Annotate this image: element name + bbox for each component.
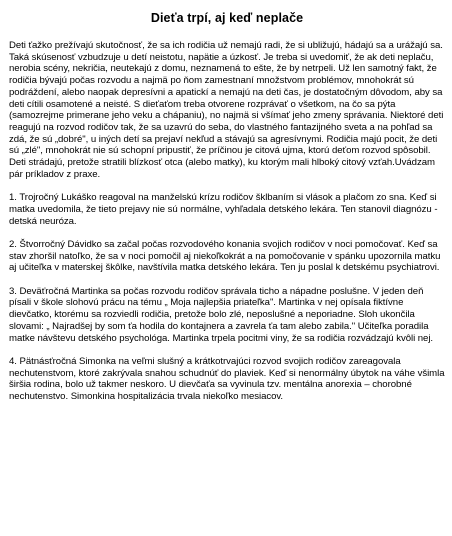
case-paragraph-1: 1. Trojročný Lukáško reagoval na manželskú krízu rodičov šklbaním si vlások a plačom zo sna. Keď si matka uvedomila, že tieto prejavy nie sú normálne, vyhľadala detského lekára. Ten stanovil diagnózu - detská neuróza. (9, 192, 438, 227)
article-title: Dieťa trpí, aj keď neplače (150, 11, 304, 25)
case-paragraph-4: 4. Pätnásťročná Simonka na veľmi slušný a krátkotrvajúci rozvod svojich rodičov zareagovala nechutenstvom, ktoré zakrývala snahou schudnúť do plaviek. Keď si nenormálny úbytok na váhe všimla širšia rodina, bolo už takmer neskoro. U dievčaťa sa vyvinula tzv. mentálna anorexia – chorobné nechutenstvo. Simonkina hospitalizácia trvala niekoľko mesiacov. (9, 355, 445, 403)
case-paragraph-3: 3. Deväťročná Martinka sa počas rozvodu rodičov správala ticho a nápadne poslušne. V jeden deň písali v škole slohovú prácu na tému „ Moja najlepšia priateľka". Martinka v nej opísala fiktívne dievčatko, ktorému sa rozviedli rodičia, pretože bolo zlé, neposlušné a neporiadne. Sloh ukončila slovami: „ Najradšej by som ťa hodila do kontajnera a zavrela ťa tam alebo zabila." Učiteľka poradila matke návštevu detského psychológa. Martinka trpela pocitmi viny, že sa rodičia rozvádzajú kvôli nej. (9, 285, 434, 344)
article-body (9, 40, 445, 403)
intro-paragraph: Deti ťažko prežívajú skutočnosť, že sa ich rodičia už nemajú radi, že si ubližujú, hádajú sa a urážajú sa. Taká skúsenosť vzbudzuje u detí neistotu, napätie a úzkosť. Je treba si uvedomiť, že ak deti neplaču, nerobia scény, nekričia, neutekajú z domu, neznamená to ešte, že by netrpeli. Už len samotný fakt, že rodičia bývajú počas rozvodu a najmä po ňom zamestnaní množstvom problémov, mnohokrát sú podráždení, alebo naopak depresívni a apatickí a nemajú na deti čas, je dostatočným dôvodom, aby sa deti cítili osamotené a neisté. S dieťaťom treba otvorene rozprávať o všetkom, na čo sa pýta (samozrejme primerane jeho veku a chápaniu), no najmä si všímať jeho zmeny správania. Niektoré deti reagujú na rozvod rodičov tak, že sa uzavrú do seba, do vlastného fantazijného sveta a na pohľad sa zdá, že sú „dobré", u iných detí sa prejaví nekľud a stávajú sa agresívnymi. Rodičia majú pocit, že deti sú „zlé", mnohokrát nie sú schopní pripustiť, že príčinou je citová ujma, ktorú deťom rozvod spôsobil. Deti strádajú, pretože stratili blízkosť otca (alebo matky), ku ktorým mali hlboký citový vzťah.Uvádzam pár príkladov z praxe. (9, 40, 444, 180)
case-paragraph-2: 2. Štvorročný Dávidko sa začal počas rozvodového konania svojich rodičov v noci pomočovať. Keď sa stav zhoršil natoľko, že sa v noci pomočil aj niekoľkokrát a na pomočovanie v spánku upozornila matku aj učiteľka v materskej škôlke, navštívila matka detského lekára. Ten ju poslal k detskému psychiatrovi. (9, 238, 441, 274)
